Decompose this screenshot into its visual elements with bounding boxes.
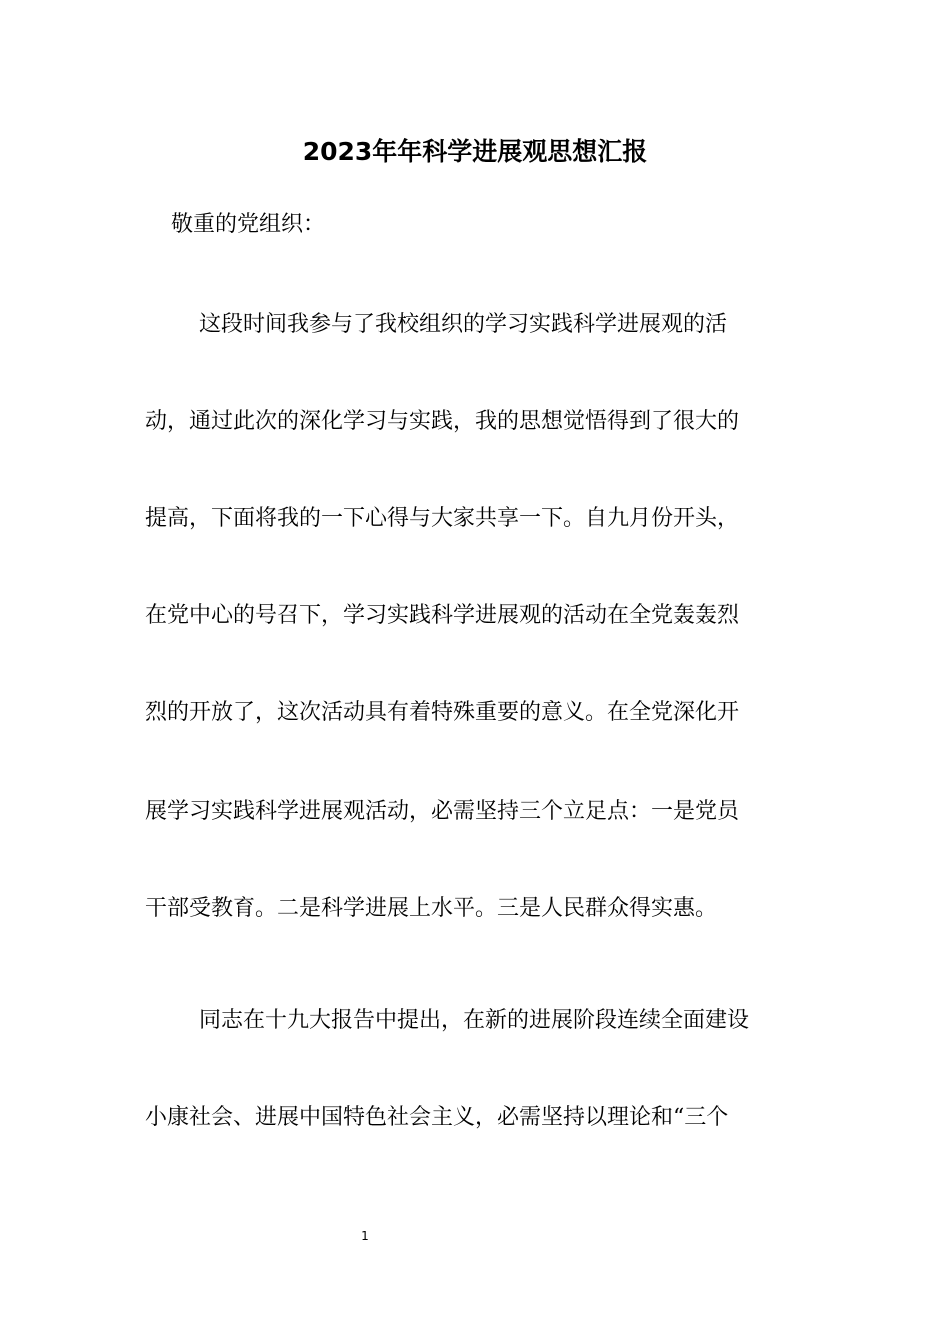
- paragraph-line: 动，通过此次的深化学习与实践，我的思想觉悟得到了很大的: [145, 409, 740, 434]
- paragraph-line: 这段时间我参与了我校组织的学习实践科学进展观的活: [199, 312, 728, 337]
- paragraph-line: 同志在十九大报告中提出，在新的进展阶段连续全面建设: [199, 1008, 750, 1033]
- salutation: 敬重的党组织：: [171, 212, 326, 237]
- paragraph-line: 干部受教育。二是科学进展上水平。三是人民群众得实惠。: [145, 896, 718, 921]
- paragraph-line: 小康社会、进展中国特色社会主义，必需坚持以理论和“三个: [145, 1105, 729, 1130]
- document-title: 2023年年科学进展观思想汇报: [302, 137, 648, 166]
- page-number: 1: [361, 1229, 369, 1243]
- paragraph-line: 在党中心的号召下，学习实践科学进展观的活动在全党轰轰烈: [145, 603, 740, 628]
- paragraph-line: 展学习实践科学进展观活动，必需坚持三个立足点：一是党员: [145, 799, 740, 824]
- paragraph-line: 烈的开放了，这次活动具有着特殊重要的意义。在全党深化开: [145, 700, 740, 725]
- paragraph-line: 提高，下面将我的一下心得与大家共享一下。自九月份开头，: [145, 506, 740, 531]
